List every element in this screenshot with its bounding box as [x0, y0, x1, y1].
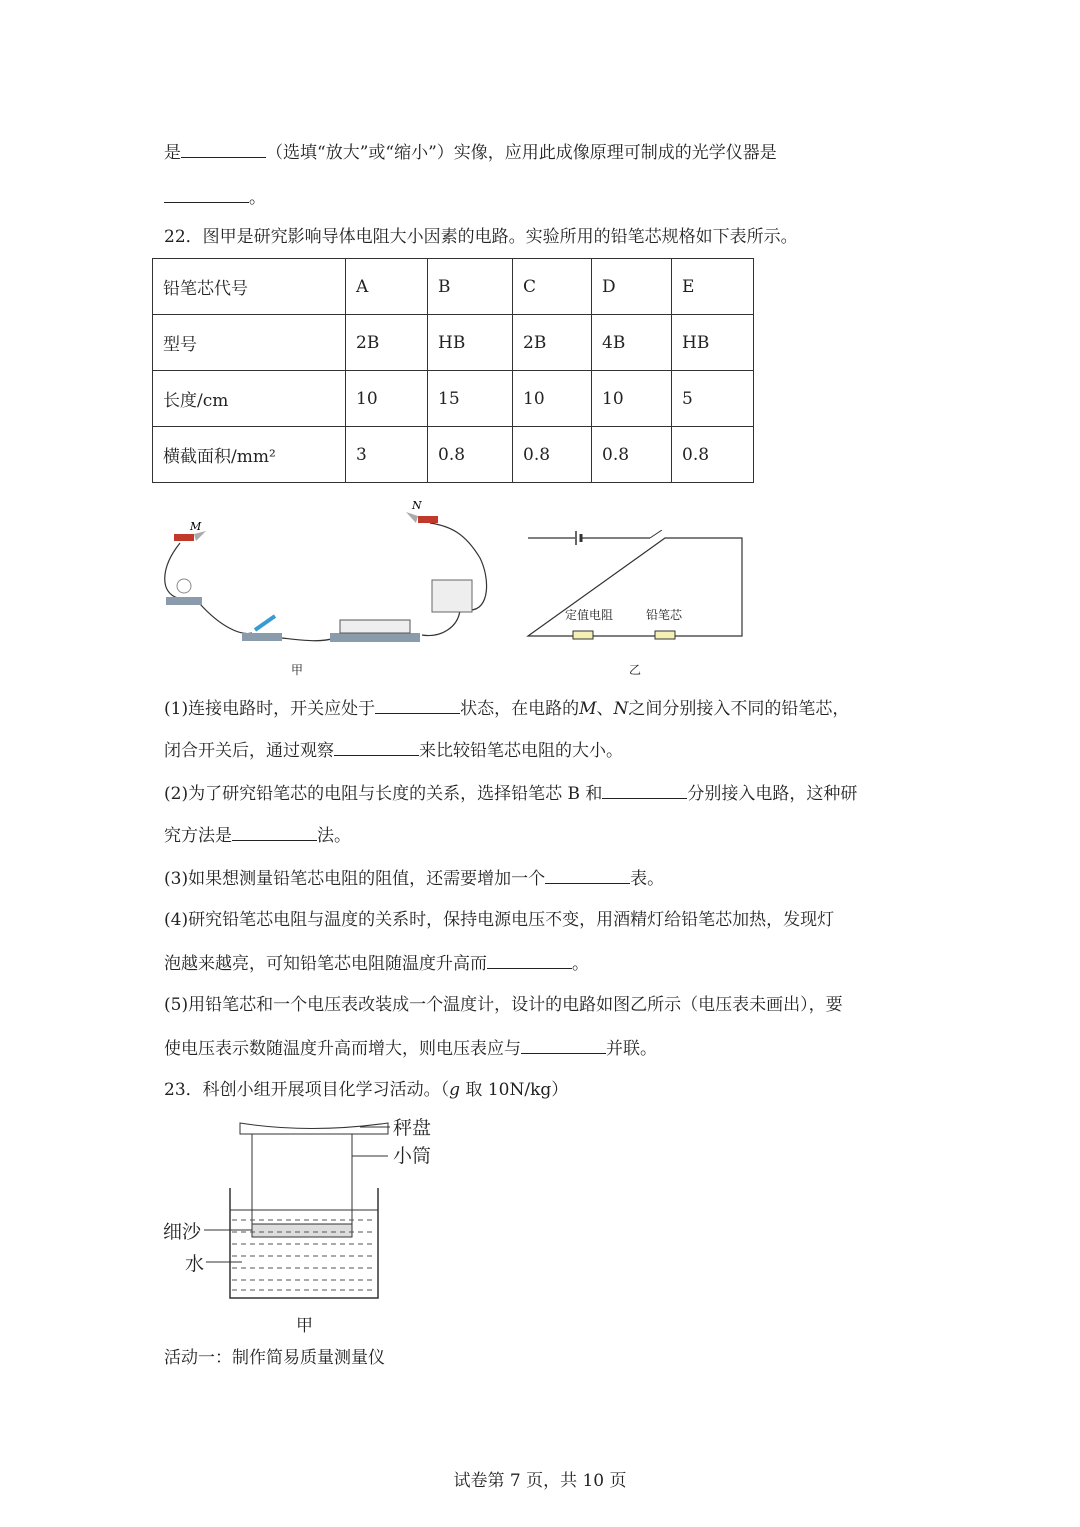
table-cell: A: [346, 259, 428, 315]
table-cell: 3: [346, 427, 428, 483]
scale-figure-caption: 甲: [296, 1316, 313, 1336]
text: (1)连接电路时，开关应处于: [164, 699, 376, 719]
text: 泡越来越亮，可知铅笔芯电阻随温度升高而: [164, 954, 487, 974]
table-row: [153, 371, 754, 427]
answer-blank[interactable]: [545, 867, 630, 884]
text: 。: [572, 954, 589, 974]
table-cell: 15: [428, 371, 513, 427]
label-sand: 细沙: [163, 1221, 202, 1243]
text: (2)为了研究铅笔芯的电阻与长度的关系，选择铅笔芯 B 和: [164, 784, 603, 804]
table-cell: 4B: [592, 315, 672, 371]
label-m: M: [190, 520, 202, 533]
text: 状态，在电路的: [460, 699, 580, 719]
q21-tail-line2: [164, 186, 266, 209]
q23-title: [164, 1079, 568, 1101]
text: M: [579, 699, 597, 719]
text: 使电压表示数随温度升高而增大，则电压表应与: [164, 1039, 521, 1059]
label-water: 水: [185, 1253, 205, 1275]
q22-p4-line1: (4)研究铅笔芯电阻与温度的关系时，保持电源电压不变，用酒精灯给铅笔芯加热，发现灯: [164, 910, 835, 930]
label-fixed-resistor: 定值电阻: [565, 608, 614, 622]
q22-p2-line2: [164, 824, 351, 847]
text: 是: [164, 143, 181, 163]
table-cell: 0.8: [428, 427, 513, 483]
text: 来比较铅笔芯电阻的大小。: [419, 741, 623, 761]
answer-blank[interactable]: [487, 952, 572, 969]
table-cell: HB: [428, 315, 513, 371]
q21-tail-line1: [164, 141, 777, 164]
q22-p3: [164, 867, 664, 890]
text: 分别接入电路，这种研: [687, 784, 858, 804]
table-cell: 2B: [346, 315, 428, 371]
label-tube: 小筒: [393, 1145, 432, 1167]
answer-blank[interactable]: [602, 782, 687, 799]
table-row: [153, 259, 754, 315]
table-cell: 0.8: [592, 427, 672, 483]
table-cell: 长度/cm: [153, 371, 346, 427]
pencil-spec-table: [152, 258, 754, 483]
answer-blank[interactable]: [232, 824, 317, 841]
table-cell: 10: [346, 371, 428, 427]
page-footer: 试卷第 7 页，共 10 页: [453, 1471, 627, 1491]
text: 取 10N/kg）: [460, 1080, 569, 1100]
q22-p1-line1: [164, 697, 849, 720]
answer-blank[interactable]: [521, 1037, 606, 1054]
label-n: N: [412, 499, 422, 512]
table-row: [153, 427, 754, 483]
table-cell: 10: [592, 371, 672, 427]
text: 法。: [317, 826, 351, 846]
q22-p1-line2: [164, 739, 623, 762]
circuit-figure-yi: [520, 530, 750, 642]
table-cell: 5: [672, 371, 754, 427]
table-cell: 2B: [513, 315, 592, 371]
table-cell: B: [428, 259, 513, 315]
table-row: [153, 315, 754, 371]
text: （选填“放大”或“缩小”）实像，应用此成像原理可制成的光学仪器是: [266, 143, 777, 163]
table-cell: C: [513, 259, 592, 315]
table-cell: D: [592, 259, 672, 315]
figure-jia-caption: 甲: [291, 663, 304, 677]
text: 表。: [630, 869, 665, 889]
answer-blank[interactable]: [375, 697, 460, 714]
table-cell: 0.8: [672, 427, 754, 483]
table-cell: 型号: [153, 315, 346, 371]
answer-blank[interactable]: [334, 739, 419, 756]
activity-one: 活动一：制作简易质量测量仪: [164, 1348, 385, 1368]
circuit-figure-jia: [160, 498, 500, 658]
answer-blank[interactable]: [181, 141, 266, 158]
q22-p2-line1: [164, 782, 857, 805]
label-pencil-lead: 铅笔芯: [646, 608, 683, 622]
text: 闭合开关后，通过观察: [164, 741, 334, 761]
table-cell: E: [672, 259, 754, 315]
text: (3)如果想测量铅笔芯电阻的阻值，还需要增加一个: [164, 869, 546, 889]
q22-title: 22．图甲是研究影响导体电阻大小因素的电路。实验所用的铅笔芯规格如下表所示。: [164, 227, 798, 247]
table-cell: HB: [672, 315, 754, 371]
q22-p4-line2: [164, 952, 589, 975]
table-cell: 铅笔芯代号: [153, 259, 346, 315]
table-cell: 10: [513, 371, 592, 427]
text: 23．科创小组开展项目化学习活动。（: [164, 1080, 450, 1100]
text: 、: [596, 699, 614, 719]
text: N: [613, 699, 629, 719]
table-cell: 0.8: [513, 427, 592, 483]
table-cell: 横截面积/mm²: [153, 427, 346, 483]
text: 并联。: [606, 1039, 657, 1059]
text: 。: [249, 188, 266, 208]
answer-blank[interactable]: [164, 186, 249, 203]
figure-yi-caption: 乙: [629, 663, 642, 677]
text: 之间分别接入不同的铅笔芯，: [628, 699, 850, 719]
label-pan: 秤盘: [393, 1117, 432, 1139]
text: g: [449, 1080, 461, 1100]
q22-p5-line1: (5)用铅笔芯和一个电压表改装成一个温度计，设计的电路如图乙所示（电压表未画出），要: [164, 995, 843, 1015]
q22-p5-line2: [164, 1037, 657, 1060]
text: 究方法是: [164, 826, 232, 846]
